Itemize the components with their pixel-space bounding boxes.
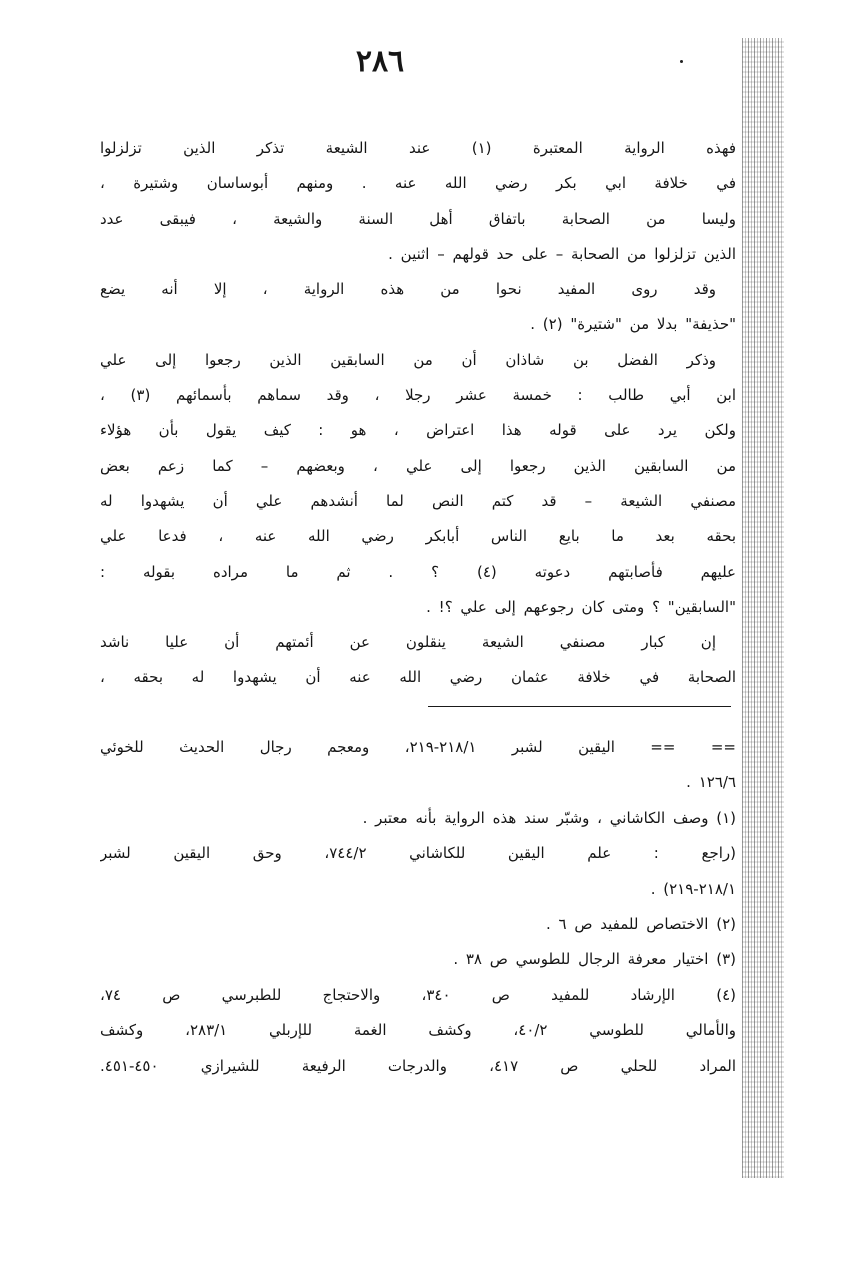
footnote-line: ٢١٨/١-٢١٩) .	[650, 879, 736, 898]
body-line: وقد روى المفيد نحوا من هذه الرواية ، إلا أنه يضع	[100, 280, 716, 299]
page-number: ٢٨٦	[355, 44, 405, 79]
body-line: ابن أبي طالب : خمسة عشر رجلا ، وقد سماهم بأسمائهم (٣) ،	[100, 386, 736, 405]
body-line: مصنفي الشيعة – قد كتم النص لما أنشدهم علي أن يشهدوا له	[100, 491, 736, 510]
body-line: ولكن يرد على قوله هذا اعتراض ، هو : كيف يقول بأن هؤلاء	[100, 421, 736, 440]
body-line: "حذيفة" بدلا من "شتيرة" (٢) .	[530, 315, 736, 334]
footnote-line: == == اليقين لشبر ٢١٨/١-٢١٩، ومعجم رجال الحديث للخوئي	[100, 738, 736, 756]
footnote-line: (١) وصف الكاشاني ، وشبّر سند هذه الرواية بأنه معتبر .	[362, 808, 736, 827]
body-line: الصحابة في خلافة عثمان رضي الله عنه أن يشهدوا له بحقه ،	[100, 668, 736, 687]
body-line: عليهم فأصابتهم دعوته (٤) ؟ . ثم ما مراده بقوله :	[100, 562, 736, 581]
body-line: "السابقين" ؟ ومتى كان رجوعهم إلى علي ؟! .	[426, 597, 736, 616]
scan-speck	[680, 60, 683, 63]
footnote-line: (٤) الإرشاد للمفيد ص ٣٤٠، والاحتجاج للطبرسي ص ٧٤،	[100, 985, 736, 1004]
body-line: إن كبار مصنفي الشيعة ينقلون عن أئمتهم أن عليا ناشد	[100, 633, 716, 652]
body-line: من السابقين الذين رجعوا إلى علي ، وبعضهم – كما زعم بعض	[100, 456, 736, 475]
body-line: في خلافة ابي بكر رضي الله عنه . ومنهم أبوساسان وشتيرة ،	[100, 174, 736, 193]
body-line: بحقه بعد ما بايع الناس أبابكر رضي الله عنه ، فدعا علي	[100, 527, 736, 546]
footnotes	[100, 730, 736, 1084]
footnote-separator	[428, 706, 731, 707]
footnote-line: (٣) اختيار معرفة الرجال للطوسي ص ٣٨ .	[453, 950, 736, 969]
footnote-line: ١٢٦/٦ .	[686, 773, 736, 792]
book-binding-edge	[742, 38, 784, 1178]
footnote-line: (٢) الاختصاص للمفيد ص ٦ .	[545, 914, 736, 933]
body-line: وليسا من الصحابة باتفاق أهل السنة والشيعة ، فيبقى عدد	[100, 209, 736, 228]
body-line: فهذه الرواية المعتبرة (١) عند الشيعة تذكر الذين تزلزلوا	[100, 139, 736, 157]
body-line: الذين تزلزلوا من الصحابة – على حد قولهم – اثنين .	[388, 244, 736, 263]
footnote-line: (راجع : علم اليقين للكاشاني ٧٤٤/٢، وحق اليقين لشبر	[100, 844, 736, 863]
footnote-line: والأمالي للطوسي ٤٠/٢، وكشف الغمة للإربلي ٢٨٣/١، وكشف	[100, 1021, 736, 1040]
body-line: وذكر الفضل بن شاذان أن من السابقين الذين رجعوا إلى علي	[100, 350, 716, 369]
main-text	[100, 131, 736, 696]
footnote-line: المراد للحلي ص ٤١٧، والدرجات الرفيعة للشيرازي ٤٥٠-٤٥١.	[100, 1056, 736, 1075]
